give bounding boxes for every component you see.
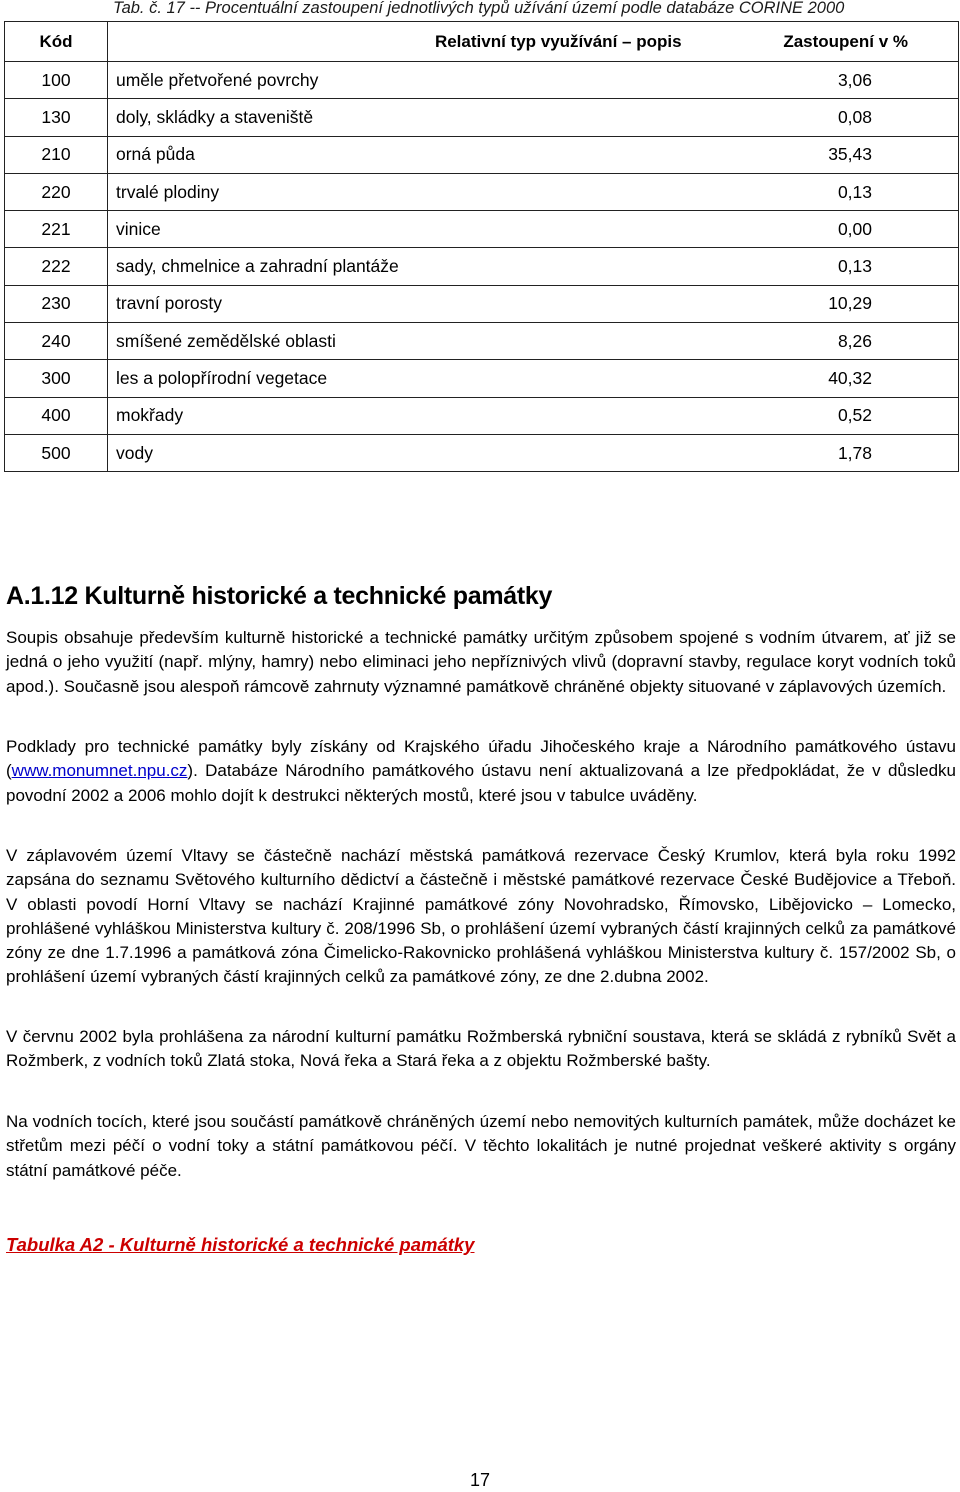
row-share: 10,29 [769,285,959,322]
table-row [5,323,959,360]
table-row [5,397,959,434]
table-row [5,211,959,248]
row-code: 240 [5,323,108,360]
table-row [5,173,959,210]
header-share: Zastoupení v % [769,22,959,62]
row-description: sady, chmelnice a zahradní plantáže [108,248,769,285]
table-row [5,99,959,136]
row-description: les a polopřírodní vegetace [108,360,769,397]
row-code: 221 [5,211,108,248]
table-row [5,285,959,322]
row-share: 3,06 [769,62,959,99]
row-share: 35,43 [769,136,959,173]
row-code: 220 [5,173,108,210]
row-description: orná půda [108,136,769,173]
row-description: smíšené zemědělské oblasti [108,323,769,360]
paragraph-intro: Soupis obsahuje především kulturně historické a technické památky určitým způsobem spojené s vodním útvarem, ať již se jedná o jeho využití (např. mlýny, hamry) nebo eliminaci jeho nepříznivých vlivů (dopravní stavby, regulace koryt vodních toků apod.). Současně jsou alespoň rámcově zahrnuty významné památkově chráněné objekty situované v záplavových územích. [6,628,956,696]
paragraph-sources [6,735,956,808]
row-share: 40,32 [769,360,959,397]
table-a2-link[interactable]: Tabulka A2 - Kulturně historické a technické památky [6,1234,475,1255]
row-share: 0,13 [769,173,959,210]
row-code: 222 [5,248,108,285]
row-share: 0,00 [769,211,959,248]
table-caption: Tab. č. 17 -- Procentuální zastoupení jednotlivých typů užívání území podle databáze CORINE 2000 [113,0,845,17]
row-code: 210 [5,136,108,173]
table-row [5,360,959,397]
row-code: 300 [5,360,108,397]
table-row [5,62,959,99]
row-code: 130 [5,99,108,136]
table-row [5,248,959,285]
paragraph-conflicts: Na vodních tocích, které jsou součástí památkově chráněných území nebo nemovitých kulturních památek, může docházet ke střetům mezi péčí o vodní toky a státní památkovou péčí. V těchto lokalitách je nutné projednat veškeré aktivity s orgány státní památkové péče. [6,1112,956,1180]
table-row [5,136,959,173]
row-share: 0,13 [769,248,959,285]
corine-table [4,21,959,472]
row-share: 0,52 [769,397,959,434]
paragraph-sources-text-2: ). Databáze Národního památkového ústavu není aktualizovaná a lze předpokládat, že v důsledku povodní 2002 a 2006 mohlo dojít k destrukci některých mostů, které jsou v tabulce uváděny. [6,761,956,805]
page-number: 17 [469,1470,491,1490]
row-description: uměle přetvořené povrchy [108,62,769,99]
row-code: 400 [5,397,108,434]
row-code: 500 [5,434,108,471]
row-code: 100 [5,62,108,99]
row-share: 1,78 [769,434,959,471]
row-description: travní porosty [108,285,769,322]
header-description: Relativní typ využívání – popis [108,22,769,62]
paragraph-reserves: V záplavovém území Vltavy se částečně nachází městská památková rezervace Český Krumlov, která byla roku 1992 zapsána do seznamu Světového kulturního dědictví a částečně i městské památkové rezervace České Budějovice a Třeboň. V oblasti povodí Horní Vltavy se nachází Krajinné památkové zóny Novohradsko, Římovsko, Libějovicko – Lomecko, prohlášené vyhláškou Ministerstva kultury č. 208/1996 Sb, o prohlášení území vybraných částí krajinných celků za památkové zóny ze dne 1.7.1996 a památková zóna Čimelicko-Rakovnicko prohlášená vyhláškou Ministerstva kultury č. 157/2002 Sb, o prohlášení území vybraných částí krajinných celků za památkové zóny, ze dne 2.dubna 2002. [6,846,956,987]
table-row [5,434,959,471]
row-description: vody [108,434,769,471]
header-code: Kód [5,22,108,62]
paragraph-rozmberk: V červnu 2002 byla prohlášena za národní kulturní památku Rožmberská rybniční soustava, která se skládá z rybníků Svět a Rožmberk, z vodních toků Zlatá stoka, Nová řeka a Stará řeka a z objektu Rožmberské bašty. [6,1027,956,1071]
row-description: vinice [108,211,769,248]
paragraph-sources-text-1: Podklady pro technické památky byly získány od Krajského úřadu Jihočeského kraje a Národního památkového ústavu ( [6,737,956,781]
row-code: 230 [5,285,108,322]
row-description: mokřady [108,397,769,434]
section-title: A.1.12 Kulturně historické a technické památky [6,582,553,610]
monumnet-link[interactable]: www.monumnet.npu.cz [11,761,188,781]
row-description: trvalé plodiny [108,173,769,210]
row-share: 0,08 [769,99,959,136]
table-header-row [5,22,959,62]
row-description: doly, skládky a staveniště [108,99,769,136]
row-share: 8,26 [769,323,959,360]
